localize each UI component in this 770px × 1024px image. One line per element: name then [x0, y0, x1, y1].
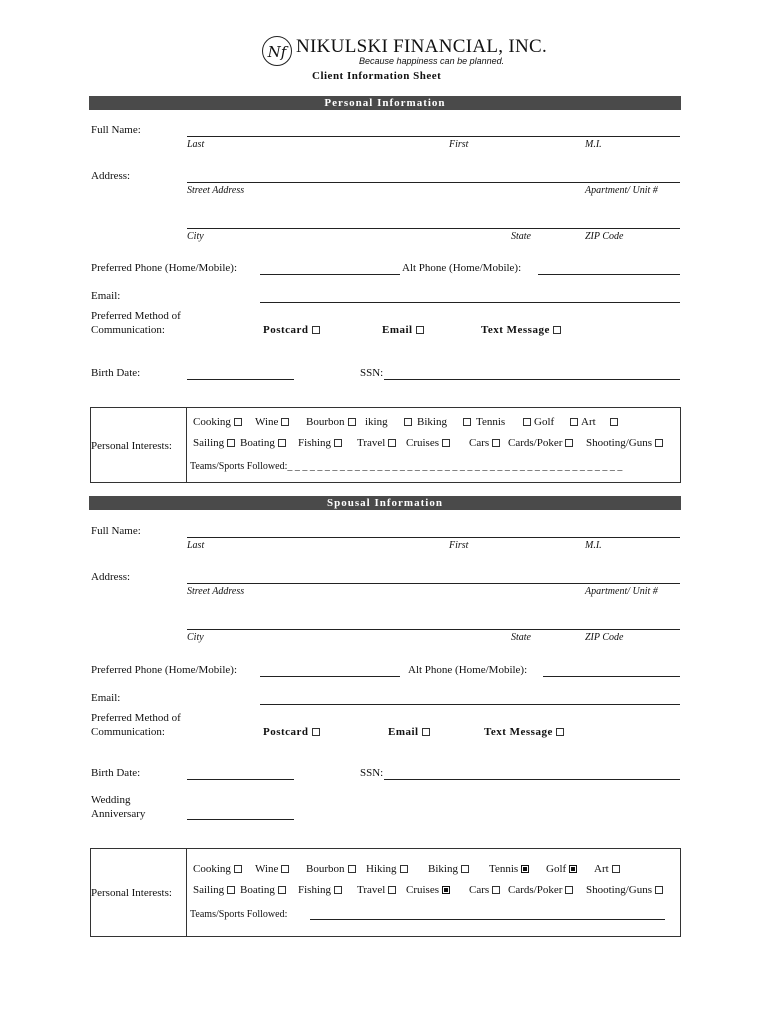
interest-label: iking [365, 416, 388, 428]
interest-travel[interactable] [357, 437, 396, 449]
text-message-label: Text Message [484, 726, 553, 738]
spouse-interest-fishing[interactable] [298, 884, 342, 896]
interest-label: Tennis [489, 863, 519, 875]
page-title: Client Information Sheet [312, 70, 442, 82]
interest-label: Boating [240, 884, 275, 896]
email-checkbox[interactable] [416, 326, 424, 334]
checkbox-icon[interactable] [565, 439, 573, 447]
spouse-interests-divider [186, 848, 187, 937]
spouse-interest-art[interactable] [594, 863, 620, 875]
checkbox-icon[interactable] [281, 418, 289, 426]
checked-checkbox-icon[interactable] [442, 886, 450, 894]
interest-wine[interactable] [255, 416, 289, 428]
email-option-label: Email [382, 324, 413, 336]
teams-sports-field[interactable]: Teams/Sports Followed:_ _ _ _ _ _ _ _ _ _ _ _ _ _ _ _ _ _ _ _ _ _ _ _ _ _ _ _ _ _ _ _ _ _ _ _ _ _ _ _ _ _ _ _ _ [190, 461, 623, 472]
spouse-teams-field[interactable] [310, 919, 665, 920]
checkbox-icon[interactable] [278, 439, 286, 447]
interest-sailing[interactable] [193, 437, 235, 449]
spouse-interest-cars[interactable] [469, 884, 500, 896]
spouse-street-field[interactable] [187, 583, 680, 584]
checkbox-icon[interactable] [227, 439, 235, 447]
spouse-interest-shooting-guns[interactable] [586, 884, 663, 896]
interest-hiking[interactable] [365, 416, 388, 428]
checked-checkbox-icon[interactable] [569, 865, 577, 873]
checkbox-icon[interactable] [492, 886, 500, 894]
spouse-interest-travel[interactable] [357, 884, 396, 896]
spouse-zip-caption: ZIP Code [585, 632, 624, 643]
email-option-label: Email [388, 726, 419, 738]
checkbox-icon[interactable] [388, 886, 396, 894]
wedding-anniversary-field[interactable] [187, 819, 294, 820]
interest-label: Sailing [193, 884, 225, 896]
checkbox-icon[interactable] [442, 439, 450, 447]
alt-phone-label: Alt Phone (Home/Mobile): [402, 262, 522, 274]
checkbox-icon[interactable] [334, 886, 342, 894]
interest-art[interactable] [570, 416, 618, 428]
apartment-caption: Apartment/ Unit # [585, 185, 658, 196]
spouse-preferred-method-label-2: Communication: [91, 726, 165, 738]
spouse-interest-cruises[interactable] [406, 884, 450, 896]
city-state-zip-field[interactable] [187, 228, 680, 229]
checkbox-icon[interactable] [400, 865, 408, 873]
spouse-apt-caption: Apartment/ Unit # [585, 586, 658, 597]
checkbox-icon[interactable] [655, 439, 663, 447]
spouse-birth-date-label: Birth Date: [91, 767, 141, 779]
spouse-preferred-method-label-1: Preferred Method of [91, 712, 181, 724]
full-name-label: Full Name: [91, 124, 141, 136]
text-message-checkbox[interactable] [553, 326, 561, 334]
spouse-interest-golf[interactable] [546, 863, 577, 875]
interest-label: Cruises [406, 437, 439, 449]
postcard-label: Postcard [263, 726, 309, 738]
spouse-alt-phone-label: Alt Phone (Home/Mobile): [408, 664, 528, 676]
spouse-interest-wine[interactable] [255, 863, 289, 875]
checkbox-icon[interactable] [404, 418, 412, 426]
checkbox-icon[interactable] [334, 439, 342, 447]
personal-section-header: Personal Information [89, 96, 681, 110]
interest-cards-poker[interactable] [508, 437, 573, 449]
spouse-teams-label: Teams/Sports Followed: [190, 909, 288, 920]
checkbox-icon[interactable] [565, 886, 573, 894]
spouse-interest-biking[interactable] [428, 863, 469, 875]
interest-label: Art [581, 416, 596, 428]
interest-label: Bourbon [306, 416, 345, 428]
checkbox-icon[interactable] [492, 439, 500, 447]
checkbox-icon[interactable] [610, 418, 618, 426]
email-checkbox[interactable] [422, 728, 430, 736]
interest-boating[interactable] [240, 437, 286, 449]
interest-label: Golf [546, 863, 567, 875]
spouse-interest-sailing[interactable] [193, 884, 235, 896]
postcard-checkbox[interactable] [312, 728, 320, 736]
personal-interests-label: Personal Interests: [91, 440, 172, 452]
interest-tennis[interactable] [463, 416, 505, 428]
spouse-interest-cooking[interactable] [193, 863, 242, 875]
postcard-label: Postcard [263, 324, 309, 336]
interests-divider [186, 407, 187, 483]
interest-cars[interactable] [469, 437, 500, 449]
interest-label: Cards/Poker [508, 437, 563, 449]
spouse-city-state-zip-field[interactable] [187, 629, 680, 630]
interest-biking[interactable] [404, 416, 447, 428]
interest-fishing[interactable] [298, 437, 342, 449]
interest-label: Shooting/Guns [586, 884, 653, 896]
interest-cooking[interactable] [193, 416, 242, 428]
spouse-phone-label: Preferred Phone (Home/Mobile): [91, 664, 238, 676]
interest-label: Boating [240, 437, 275, 449]
checkbox-icon[interactable] [388, 439, 396, 447]
interest-label: Wine [255, 863, 279, 875]
spouse-interests-label: Personal Interests: [91, 887, 172, 899]
alt-phone-field[interactable] [538, 274, 680, 275]
middle-initial-caption: M.I. [585, 139, 602, 150]
interest-label: Biking [417, 416, 447, 428]
spouse-city-caption: City [187, 632, 204, 643]
spouse-email-field[interactable] [260, 704, 680, 705]
spouse-last-caption: Last [187, 540, 205, 551]
text-message-checkbox[interactable] [556, 728, 564, 736]
logo-mark: Nf [267, 43, 287, 61]
interest-label: Travel [357, 437, 386, 449]
checkbox-icon[interactable] [655, 886, 663, 894]
spouse-ssn-field[interactable] [384, 779, 680, 780]
spouse-email-option[interactable] [388, 726, 430, 738]
spouse-phone-field[interactable] [260, 676, 400, 677]
checkbox-icon[interactable] [612, 865, 620, 873]
spouse-full-name-label: Full Name: [91, 525, 141, 537]
interest-label: Sailing [193, 437, 225, 449]
checkbox-icon[interactable] [570, 418, 578, 426]
first-name-caption: First [449, 139, 469, 150]
email-option[interactable] [382, 324, 424, 336]
interest-label: Cooking [193, 416, 231, 428]
interest-golf[interactable] [523, 416, 554, 428]
interest-shooting-guns[interactable] [586, 437, 663, 449]
spouse-interest-boating[interactable] [240, 884, 286, 896]
company-tagline: Because happiness can be planned. [359, 56, 505, 66]
spouse-interest-bourbon[interactable] [306, 863, 356, 875]
interest-label: Bourbon [306, 863, 345, 875]
address-label: Address: [91, 170, 131, 182]
spouse-full-name-field[interactable] [187, 537, 680, 538]
last-name-caption: Last [187, 139, 205, 150]
checkbox-icon[interactable] [348, 865, 356, 873]
spouse-interest-cards-poker[interactable] [508, 884, 573, 896]
checkbox-icon[interactable] [227, 886, 235, 894]
spouse-interest-hiking[interactable] [366, 863, 408, 875]
email-label: Email: [91, 290, 121, 302]
email-field[interactable] [260, 302, 680, 303]
zip-caption: ZIP Code [585, 231, 624, 242]
text-message-option[interactable] [481, 324, 561, 336]
checkbox-icon[interactable] [281, 865, 289, 873]
interest-label: Shooting/Guns [586, 437, 653, 449]
interest-label: Cards/Poker [508, 884, 563, 896]
spouse-text-message-option[interactable] [484, 726, 564, 738]
interest-label: Cars [469, 884, 490, 896]
spouse-first-caption: First [449, 540, 469, 551]
spouse-mi-caption: M.I. [585, 540, 602, 551]
state-caption: State [511, 231, 531, 242]
spouse-postcard-option[interactable] [263, 726, 320, 738]
checkbox-icon[interactable] [278, 886, 286, 894]
text-message-label: Text Message [481, 324, 550, 336]
spouse-alt-phone-field[interactable] [543, 676, 680, 677]
ssn-field[interactable] [384, 379, 680, 380]
full-name-field[interactable] [187, 136, 680, 137]
checkbox-icon[interactable] [234, 865, 242, 873]
wedding-label-1: Wedding [91, 794, 131, 806]
interest-label: Cooking [193, 863, 231, 875]
checkbox-icon[interactable] [463, 418, 471, 426]
preferred-method-label-2: Communication: [91, 324, 165, 336]
spouse-birth-date-field[interactable] [187, 779, 294, 780]
interest-label: Art [594, 863, 609, 875]
wedding-label-2: Anniversary [91, 808, 146, 820]
postcard-option[interactable] [263, 324, 320, 336]
birth-date-label: Birth Date: [91, 367, 141, 379]
city-caption: City [187, 231, 204, 242]
interest-cruises[interactable] [406, 437, 450, 449]
spouse-state-caption: State [511, 632, 531, 643]
checkbox-icon[interactable] [234, 418, 242, 426]
interest-label: Hiking [366, 863, 397, 875]
spouse-ssn-label: SSN: [360, 767, 384, 779]
checkbox-icon[interactable] [461, 865, 469, 873]
interest-label: Biking [428, 863, 458, 875]
company-logo-icon [262, 36, 292, 66]
interest-label: Tennis [476, 416, 506, 428]
interest-label: Fishing [298, 884, 332, 896]
company-name: NIKULSKI FINANCIAL, INC. [296, 36, 548, 57]
interest-label: Travel [357, 884, 386, 896]
spouse-address-label: Address: [91, 571, 131, 583]
street-address-field[interactable] [187, 182, 680, 183]
interest-label: Cars [469, 437, 490, 449]
checked-checkbox-icon[interactable] [521, 865, 529, 873]
interest-label: Golf [534, 416, 555, 428]
preferred-method-label-1: Preferred Method of [91, 310, 181, 322]
interest-label: Cruises [406, 884, 439, 896]
checkbox-icon[interactable] [523, 418, 531, 426]
spouse-street-caption: Street Address [187, 586, 245, 597]
interest-label: Fishing [298, 437, 332, 449]
ssn-label: SSN: [360, 367, 384, 379]
checkbox-icon[interactable] [348, 418, 356, 426]
postcard-checkbox[interactable] [312, 326, 320, 334]
spouse-email-label: Email: [91, 692, 121, 704]
spouse-interest-tennis[interactable] [489, 863, 529, 875]
interest-bourbon[interactable] [306, 416, 356, 428]
birth-date-field[interactable] [187, 379, 294, 380]
preferred-phone-field[interactable] [260, 274, 400, 275]
interest-label: Wine [255, 416, 279, 428]
spousal-section-header: Spousal Information [89, 496, 681, 510]
preferred-phone-label: Preferred Phone (Home/Mobile): [91, 262, 238, 274]
street-address-caption: Street Address [187, 185, 245, 196]
